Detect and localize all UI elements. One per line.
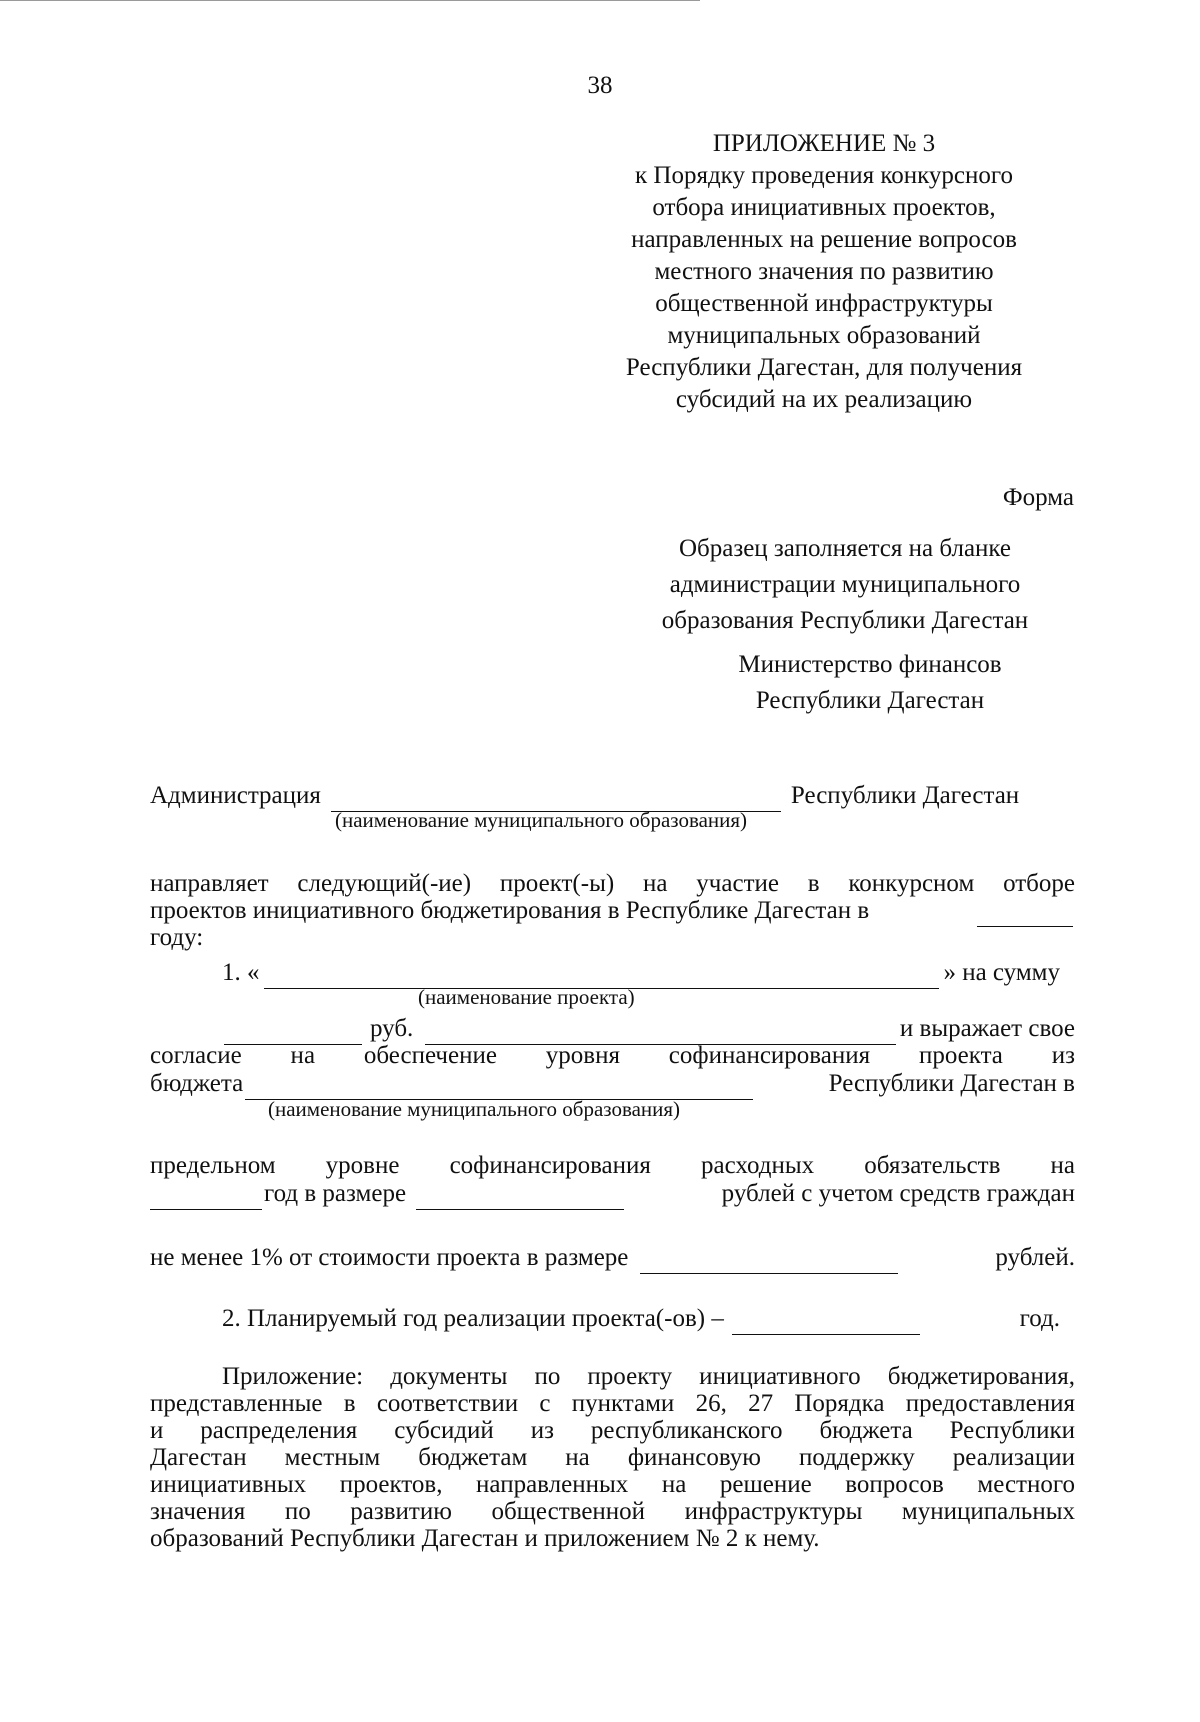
municipality-caption: (наименование муниципального образования)	[335, 808, 748, 832]
minimum-suffix: рублей.	[995, 1244, 1075, 1271]
page-number: 38	[587, 72, 613, 99]
item-2-row	[222, 1303, 1060, 1335]
sample-note-line: образования Республики Дагестан	[661, 607, 1029, 634]
project-name-caption: (наименование проекта)	[418, 985, 635, 1009]
item-2-suffix: год.	[1019, 1305, 1060, 1332]
administration-suffix: Республики Дагестан	[790, 782, 1020, 809]
appendix-title: ПРИЛОЖЕНИЕ № 3	[712, 130, 936, 157]
implementation-year-field[interactable]	[732, 1312, 920, 1335]
appendix-line: к Порядку проведения конкурсного	[635, 162, 1013, 189]
appendix-line: местного значения по развитию	[654, 258, 994, 285]
intro-line-1: направляет следующий(-ие) проект(-ы) на участие в конкурсном отборе	[150, 870, 1075, 897]
cofinancing-line: согласие на обеспечение уровня софинансирования проекта из	[150, 1042, 1075, 1069]
limit-rubles-label: рублей с учетом средств граждан	[721, 1180, 1075, 1207]
budget-municipality-caption: (наименование муниципального образования)	[268, 1097, 681, 1121]
appendix-line: Республики Дагестан, для получения	[625, 354, 1023, 381]
budget-suffix: Республики Дагестан в	[828, 1070, 1075, 1097]
limit-amount-field[interactable]	[416, 1187, 624, 1210]
sample-note-line: администрации муниципального	[669, 571, 1021, 598]
limit-line-1: предельном уровне софинансирования расходных обязательств на	[150, 1152, 1075, 1179]
limit-year-field[interactable]	[150, 1187, 262, 1210]
administration-prefix: Администрация	[150, 782, 321, 809]
minimum-amount-field[interactable]	[640, 1251, 898, 1274]
attachment-line: представленные в соответствии с пунктами 26, 27 Порядка предоставления	[150, 1390, 1075, 1417]
appendix-line: субсидий на их реализацию	[675, 386, 973, 413]
addressee	[680, 649, 1060, 721]
item-2-prefix: 2. Планируемый год реализации проекта(-ов) –	[222, 1305, 724, 1332]
intro-line-3-row	[150, 922, 1075, 954]
budget-prefix: бюджета	[150, 1070, 244, 1097]
attachment-line: инициативных проектов, направленных на решение вопросов местного	[150, 1471, 1075, 1498]
minimum-row	[150, 1242, 1075, 1274]
appendix-line: муниципальных образований	[667, 322, 981, 349]
item-1-suffix: » на сумму	[943, 959, 1060, 986]
rub-label: руб.	[370, 1015, 414, 1042]
intro-line-2: проектов инициативного бюджетирования в Республике Дагестан в	[150, 897, 870, 924]
attachment-line: Дагестан местным бюджетам на финансовую поддержку реализации	[150, 1444, 1075, 1471]
consent-label: и выражает свое	[899, 1015, 1075, 1042]
intro-line-3: году:	[150, 924, 204, 951]
scan-edge-line	[0, 0, 700, 1]
attachment-line: значения по развитию общественной инфраструктуры муниципальных	[150, 1498, 1075, 1525]
sample-note	[620, 533, 1070, 641]
minimum-prefix: не менее 1% от стоимости проекта в размере	[150, 1244, 629, 1271]
form-label: Форма	[1002, 484, 1074, 511]
attachment-paragraph	[150, 1361, 1075, 1550]
item-1-row	[222, 957, 1060, 989]
attachment-line: и распределения субсидий из республиканского бюджета Республики	[150, 1417, 1075, 1444]
attachment-line: Приложение: документы по проекту инициативного бюджетирования,	[222, 1363, 1075, 1390]
sample-note-line: Образец заполняется на бланке	[678, 535, 1012, 562]
appendix-line: отбора инициативных проектов,	[652, 194, 996, 221]
item-1-prefix: 1. «	[222, 959, 260, 986]
appendix-line: общественной инфраструктуры	[655, 290, 993, 317]
addressee-line: Республики Дагестан	[755, 687, 985, 714]
attachment-line: образований Республики Дагестан и приложением № 2 к нему.	[150, 1525, 820, 1552]
appendix-line: направленных на решение вопросов	[631, 226, 1017, 253]
addressee-line: Министерство финансов	[738, 651, 1002, 678]
appendix-header	[570, 128, 1078, 416]
limit-line-2-row	[150, 1178, 1075, 1210]
limit-year-label: год в размере	[264, 1180, 407, 1207]
